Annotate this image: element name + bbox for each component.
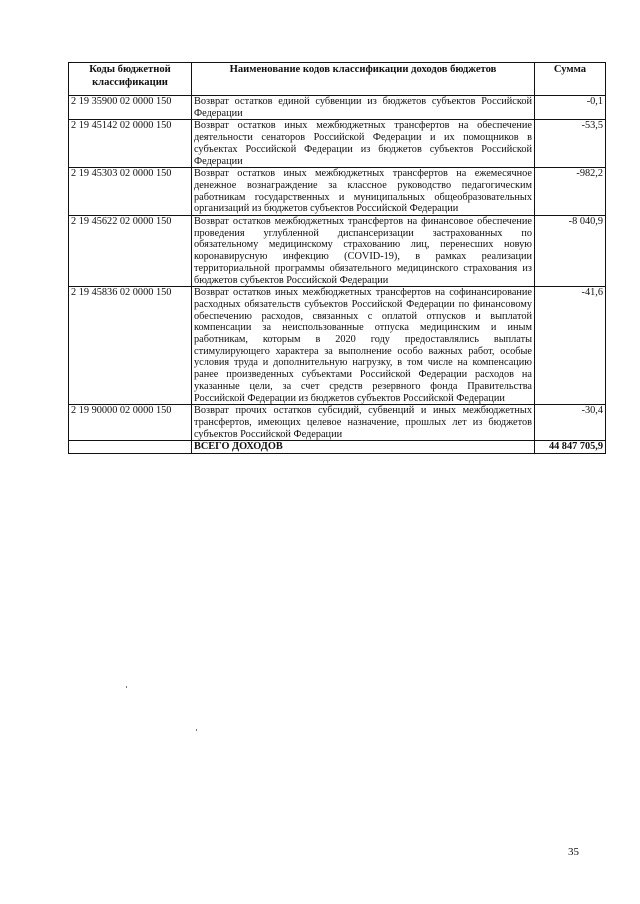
table-row [69,405,606,441]
header-code: Коды бюджетной классификации [69,63,192,96]
row-code: 2 19 45142 02 0000 150 [69,120,192,168]
table-row [69,120,606,168]
row-code: 2 19 90000 02 0000 150 [69,405,192,441]
budget-revenue-table [68,62,606,454]
table-row [69,287,606,405]
header-name: Наименование кодов классификации доходов бюджетов [192,63,535,96]
row-name: Возврат остатков иных межбюджетных трансфертов на софинансирование расходных обязательств субъектов Российской Федерации по финансовому обеспечению расходов, связанных с оплатой отпусков и выплатой компенсации за неиспользованные отпуска медицинским и иным работникам, которым в 2020 году предоставлялись выплаты стимулирующего характера за выполнение особо важных работ, особые условия труда и дополнительную нагрузку, в том числе на компенсацию ранее произведенных субъектами Российской Федерации расходов на указанные цели, за счет средств резервного фонда Правительства Российской Федерации из бюджетов субъектов Российской Федерации [192,287,535,405]
row-code: 2 19 45622 02 0000 150 [69,216,192,287]
total-code [69,441,192,454]
table-row [69,96,606,120]
table-header-row [69,63,606,96]
total-row [69,441,606,454]
header-sum: Сумма [535,63,606,96]
scan-speck [126,686,127,688]
scan-speck [196,729,197,731]
row-name: Возврат остатков единой субвенции из бюджетов субъектов Российской Федерации [192,96,535,120]
row-sum: -982,2 [535,168,606,216]
total-sum: 44 847 705,9 [535,441,606,454]
table-row [69,216,606,287]
row-name: Возврат прочих остатков субсидий, субвенций и иных межбюджетных трансфертов, имеющих целевое назначение, прошлых лет из бюджетов субъектов Российской Федерации [192,405,535,441]
row-name: Возврат остатков иных межбюджетных трансфертов на обеспечение деятельности сенаторов Российской Федерации и их помощников в субъектах Российской Федерации из бюджетов субъектов Российской Федерации [192,120,535,168]
row-code: 2 19 35900 02 0000 150 [69,96,192,120]
page-number: 35 [568,846,579,858]
row-sum: -0,1 [535,96,606,120]
row-name: Возврат остатков иных межбюджетных трансфертов на ежемесячное денежное вознаграждение за классное руководство педагогическим работникам государственных и муниципальных общеобразовательных организаций из бюджетов субъектов Российской Федерации [192,168,535,216]
row-sum: -41,6 [535,287,606,405]
row-sum: -30,4 [535,405,606,441]
row-code: 2 19 45836 02 0000 150 [69,287,192,405]
row-name: Возврат остатков межбюджетных трансфертов на финансовое обеспечение проведения углубленной диспансеризации застрахованных по обязательному медицинскому страхованию лиц, перенесших новую коронавирусную инфекцию (COVID-19), в рамках реализации территориальной программы обязательного медицинского страхования из бюджетов субъектов Российской Федерации [192,216,535,287]
row-sum: -53,5 [535,120,606,168]
total-label: ВСЕГО ДОХОДОВ [192,441,535,454]
row-sum: -8 040,9 [535,216,606,287]
table-row [69,168,606,216]
row-code: 2 19 45303 02 0000 150 [69,168,192,216]
